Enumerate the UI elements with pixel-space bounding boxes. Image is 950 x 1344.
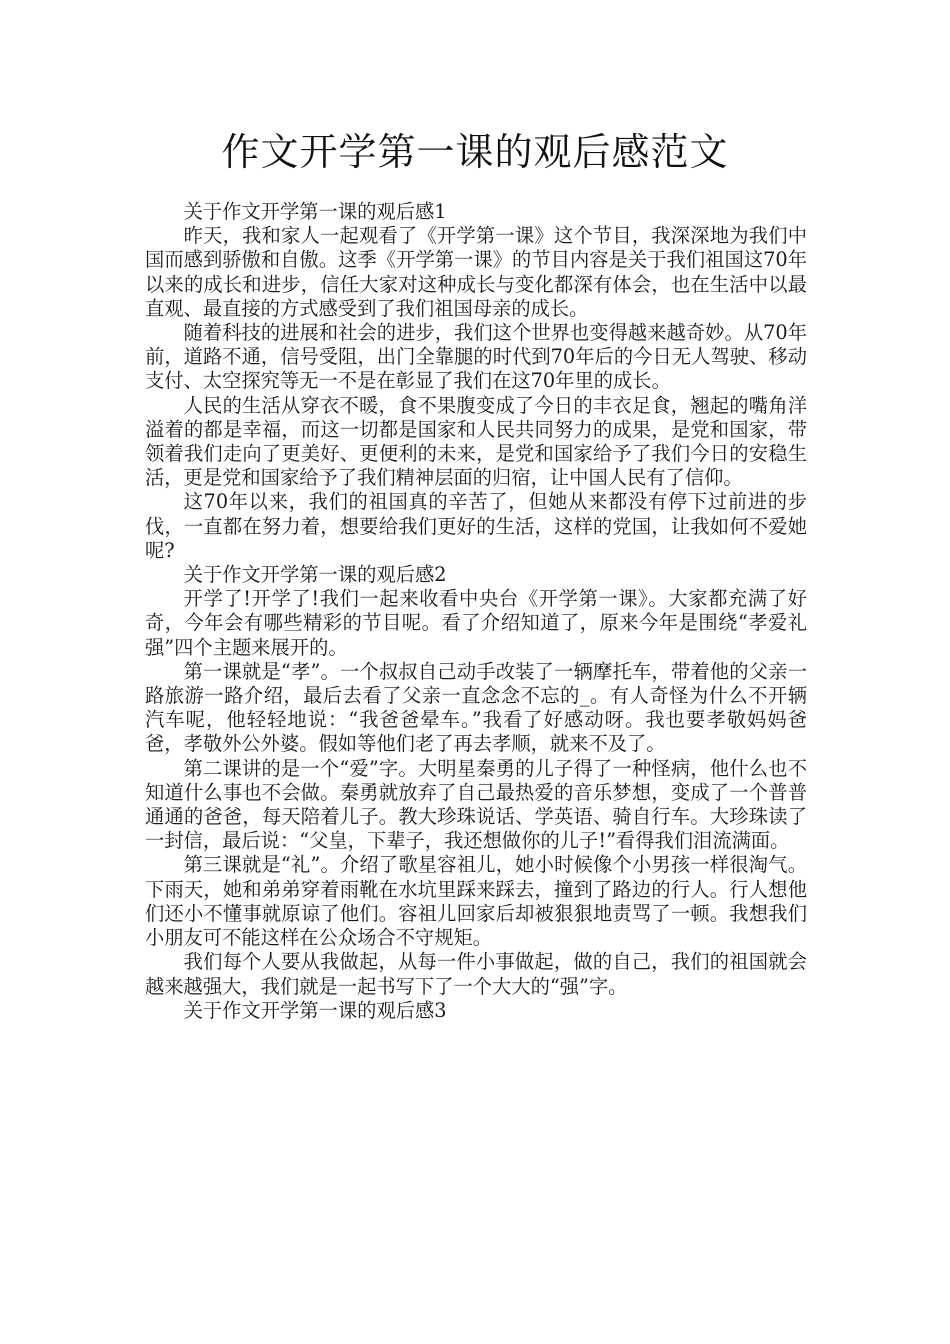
- body-paragraph: 第三课就是“礼”。介绍了歌星容祖儿，她小时候像个小男孩一样很淘气。下雨天，她和弟弟穿着雨靴在水坑里踩来踩去，撞到了路边的行人。行人想他们还小不懂事就原谅了他们。容祖儿回家后却被狠狠地责骂了一顿。我想我们小朋友可不能这样在公众场合不守规矩。: [145, 853, 807, 950]
- document-title: 作文开学第一课的观后感范文: [221, 130, 729, 174]
- body-paragraph: 第二课讲的是一个“爱”字。大明星秦勇的儿子得了一种怪病，他什么也不知道什么事也不会做。秦勇就放弃了自己最热爱的音乐梦想，变成了一个普普通通的爸爸，每天陪着儿子。教大珍珠说话、学英语、骑自行车。大珍珠读了一封信，最后说：“父皇，下辈子，我还想做你的儿子!”看得我们泪流满面。: [145, 756, 807, 853]
- section-heading-1: 关于作文开学第一课的观后感1: [183, 200, 447, 223]
- body-paragraph: 这70年以来，我们的祖国真的辛苦了，但她从来都没有停下过前进的步伐，一直都在努力着，想要给我们更好的生活，这样的党国，让我如何不爱她呢?: [145, 490, 807, 562]
- body-paragraph: 第一课就是“孝”。一个叔叔自己动手改装了一辆摩托车，带着他的父亲一路旅游一路介绍，最后去看了父亲一直念念不忘的_。有人奇怪为什么不开辆汽车呢，他轻轻地说：“我爸爸晕车。”我看了好感动呀。我也要孝敬妈妈爸爸，孝敬外公外婆。假如等他们老了再去孝顺，就来不及了。: [145, 659, 807, 756]
- body-paragraph: 昨天，我和家人一起观看了《开学第一课》这个节目，我深深地为我们中国而感到骄傲和自傲。这季《开学第一课》的节目内容是关于我们祖国这70年以来的成长和进步，信任大家对这种成长与变化都深有体会，也在生活中以最直观、最直接的方式感受到了我们祖国母亲的成长。: [145, 224, 807, 320]
- document-body: [145, 200, 807, 1023]
- body-paragraph: 随着科技的进展和社会的进步，我们这个世界也变得越来越奇妙。从70年前，道路不通，信号受阻，出门全靠腿的时代到70年后的今日无人驾驶、移动支付、太空探究等无一不是在彰显了我们在这70年里的成长。: [145, 321, 807, 393]
- body-paragraph: 我们每个人要从我做起，从每一件小事做起，做的自己，我们的祖国就会越来越强大，我们就是一起书写下了一个大大的“强”字。: [145, 950, 807, 998]
- body-paragraph: 开学了!开学了!我们一起来收看中央台《开学第一课》。大家都充满了好奇，今年会有哪些精彩的节目呢。看了介绍知道了，原来今年是围绕“孝爱礼强”四个主题来展开的。: [145, 587, 807, 659]
- section-heading-2: 关于作文开学第一课的观后感2: [183, 563, 447, 587]
- body-paragraph: 人民的生活从穿衣不暖，食不果腹变成了今日的丰衣足食，翘起的嘴角洋溢着的都是幸福，而这一切都是国家和人民共同努力的成果，是党和国家，带领着我们走向了更美好、更便利的未来，是党和国家给予了我们今日的安稳生活，更是党和国家给予了我们精神层面的归宿，让中国人民有了信仰。: [145, 393, 807, 490]
- section-heading-3: 关于作文开学第一课的观后感3: [183, 998, 447, 1022]
